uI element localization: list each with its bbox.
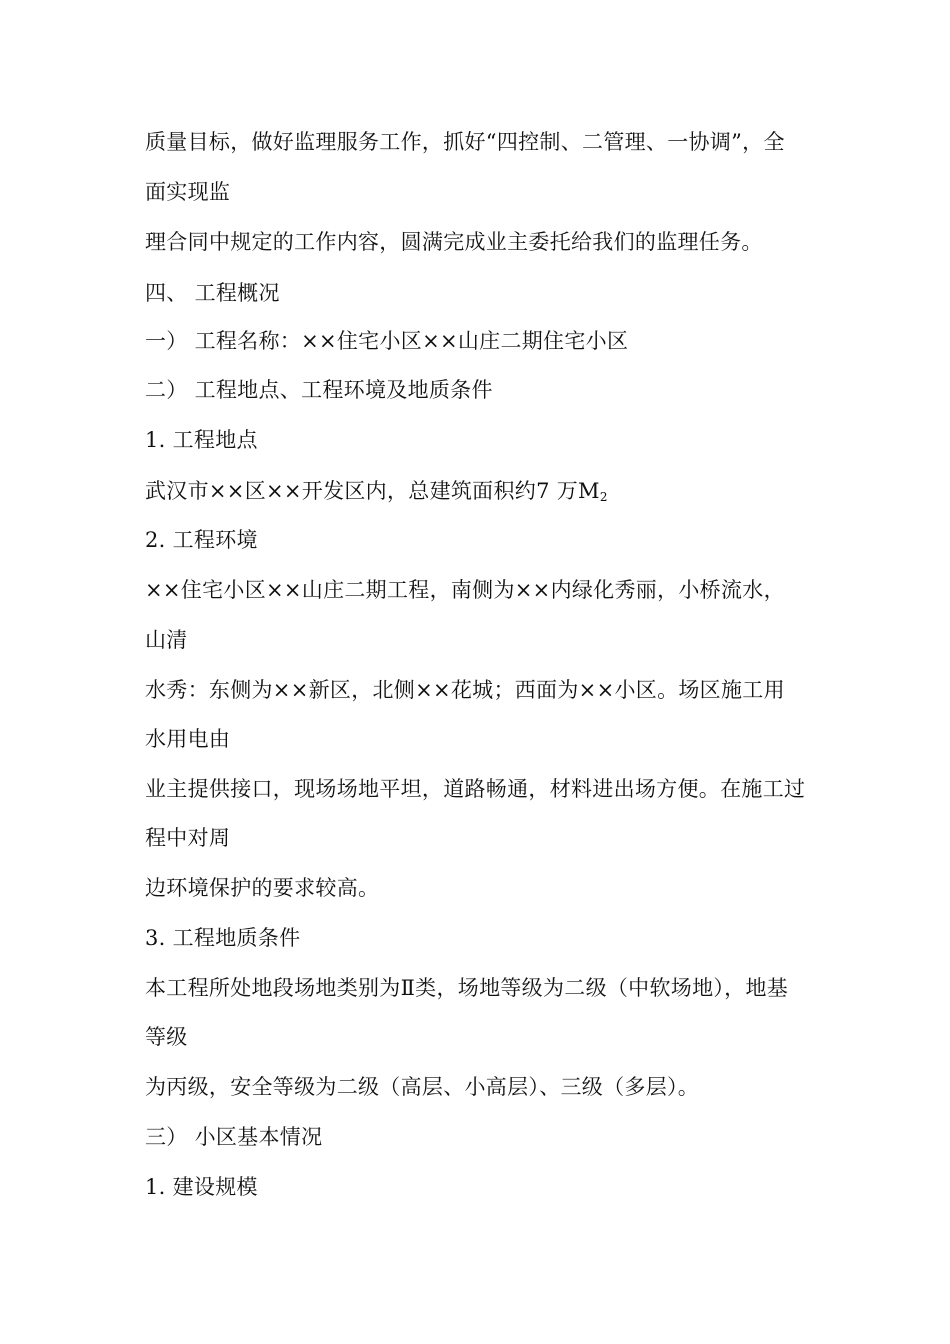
paragraph-line [145, 477, 607, 511]
subsection-heading: 一） 工程名称：××住宅小区××山庄二期住宅小区 [145, 329, 629, 353]
paragraph-line: ××住宅小区××山庄二期工程，南侧为××内绿化秀丽，小桥流水， [145, 578, 785, 602]
item-heading: 2. 工程环境 [145, 528, 258, 552]
item-heading: 1. 建设规模 [145, 1175, 258, 1199]
paragraph-line: 程中对周 [145, 826, 231, 850]
subsection-heading: 三） 小区基本情况 [145, 1125, 323, 1149]
item-heading: 1. 工程地点 [145, 428, 258, 452]
paragraph-line: 面实现监 [145, 180, 231, 204]
paragraph-line: 质量目标，做好监理服务工作，抓好“四控制、二管理、一协调”，全 [145, 130, 785, 154]
area-unit-suffix: 2 [599, 490, 608, 504]
area-text: 武汉市××区××开发区内，总建筑面积约7 万M [145, 479, 600, 503]
paragraph-line: 理合同中规定的工作内容，圆满完成业主委托给我们的监理任务。 [145, 230, 763, 254]
paragraph-line: 边环境保护的要求较高。 [145, 876, 380, 900]
paragraph-line: 等级 [145, 1025, 188, 1049]
paragraph-line: 本工程所处地段场地类别为Ⅱ类，场地等级为二级（中软场地），地基 [145, 976, 789, 1000]
paragraph-line: 水用电由 [145, 727, 231, 751]
subsection-heading: 二） 工程地点、工程环境及地质条件 [145, 378, 493, 402]
item-heading: 3. 工程地质条件 [145, 926, 301, 950]
section-heading: 四、 工程概况 [145, 281, 280, 305]
paragraph-line: 水秀：东侧为××新区，北侧××花城；西面为××小区。场区施工用 [145, 678, 785, 702]
paragraph-line: 为丙级，安全等级为二级（高层、小高层）、三级（多层）。 [145, 1075, 700, 1099]
paragraph-line: 山清 [145, 628, 188, 652]
paragraph-line: 业主提供接口，现场场地平坦，道路畅通，材料进出场方便。在施工过 [145, 777, 806, 801]
